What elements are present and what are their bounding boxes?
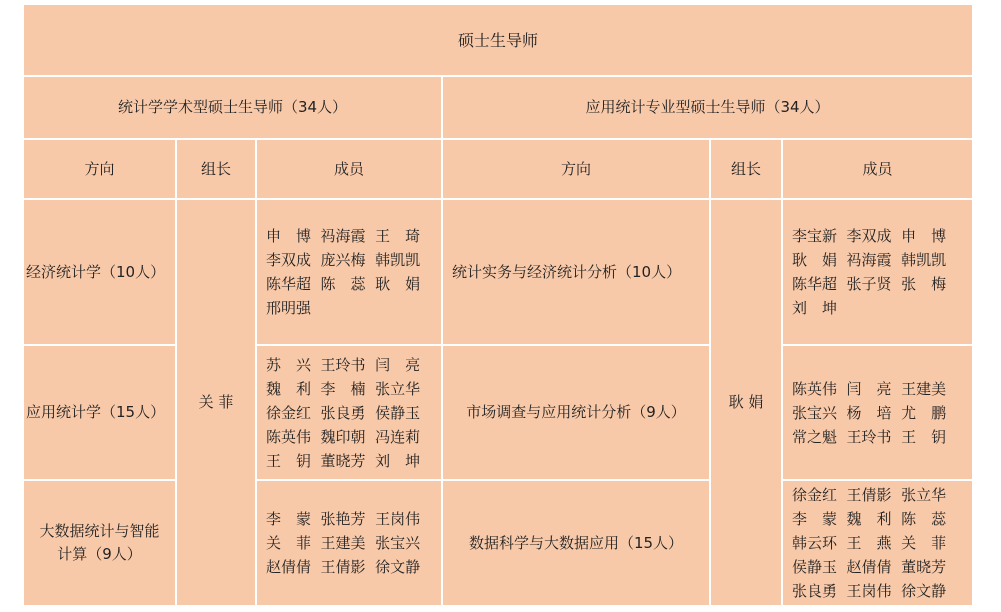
header-members-professional: 成员	[783, 140, 972, 198]
member-line: 刘 坤	[792, 299, 838, 317]
professional-direction-2: 市场调查与应用统计分析（9人）	[443, 346, 709, 479]
member-line: 常之魁 王玲书 王 钥	[792, 427, 947, 446]
professional-leader: 耿 娟	[711, 200, 781, 605]
member-line: 邢明强	[266, 299, 312, 317]
member-line: 徐金红 张良勇 侯静玉	[266, 403, 421, 422]
academic-direction-1: 经济统计学（10人）	[24, 200, 175, 344]
header-direction-professional: 方向	[443, 140, 709, 198]
member-line: 陈华超 张子贤 张 梅	[792, 275, 947, 293]
member-line: 韩云环 王 燕 关 菲	[792, 534, 947, 552]
advisor-table	[24, 5, 972, 605]
member-line: 李 蒙 张艳芳 王岗伟	[266, 510, 421, 528]
professional-members-3	[783, 481, 972, 605]
member-line: 关 菲 王建美 张宝兴	[266, 534, 421, 552]
member-line: 魏 利 李 楠 张立华	[266, 379, 421, 398]
member-line: 陈英伟 魏印朝 冯连莉	[266, 427, 421, 446]
member-line: 李双成 庞兴梅 韩凯凯	[266, 251, 421, 269]
member-line: 李 蒙 魏 利 陈 蕊	[792, 510, 947, 528]
header-direction-academic: 方向	[24, 140, 175, 198]
member-line: 李宝新 李双成 申 博	[792, 227, 947, 245]
academic-members-3	[257, 481, 441, 605]
header-leader-professional: 组长	[711, 140, 781, 198]
professional-direction-3: 数据科学与大数据应用（15人）	[443, 481, 709, 605]
professional-members-1	[783, 200, 972, 344]
header-leader-academic: 组长	[177, 140, 255, 198]
member-line: 徐金红 王倩影 张立华	[792, 486, 947, 504]
member-line: 耿 娟 祃海霞 韩凯凯	[792, 251, 947, 269]
member-line: 苏 兴 王玲书 闫 亮	[266, 355, 421, 374]
member-line: 赵倩倩 王倩影 徐文静	[266, 558, 421, 576]
member-line: 申 博 祃海霞 王 琦	[266, 227, 421, 245]
academic-direction-3: 大数据统计与智能计算（9人）	[24, 481, 175, 605]
member-line: 陈华超 陈 蕊 耿 娟	[266, 275, 421, 293]
member-line: 张宝兴 杨 培 尤 鹏	[792, 403, 947, 422]
header-members-academic: 成员	[257, 140, 441, 198]
academic-leader: 关 菲	[177, 200, 255, 605]
table-title: 硕士生导师	[24, 5, 972, 75]
academic-direction-2: 应用统计学（15人）	[24, 346, 175, 479]
member-line: 张良勇 王岗伟 徐文静	[792, 582, 947, 600]
academic-members-1	[257, 200, 441, 344]
member-line: 陈英伟 闫 亮 王建美	[792, 379, 947, 398]
professional-members-2	[783, 346, 972, 479]
member-line: 侯静玉 赵倩倩 董晓芳	[792, 558, 947, 576]
section-academic: 统计学学术型硕士生导师（34人）	[24, 77, 441, 138]
section-professional: 应用统计专业型硕士生导师（34人）	[443, 77, 972, 138]
academic-members-2	[257, 346, 441, 479]
professional-direction-1: 统计实务与经济统计分析（10人）	[443, 200, 709, 344]
member-line: 王 钥 董晓芳 刘 坤	[266, 451, 421, 470]
